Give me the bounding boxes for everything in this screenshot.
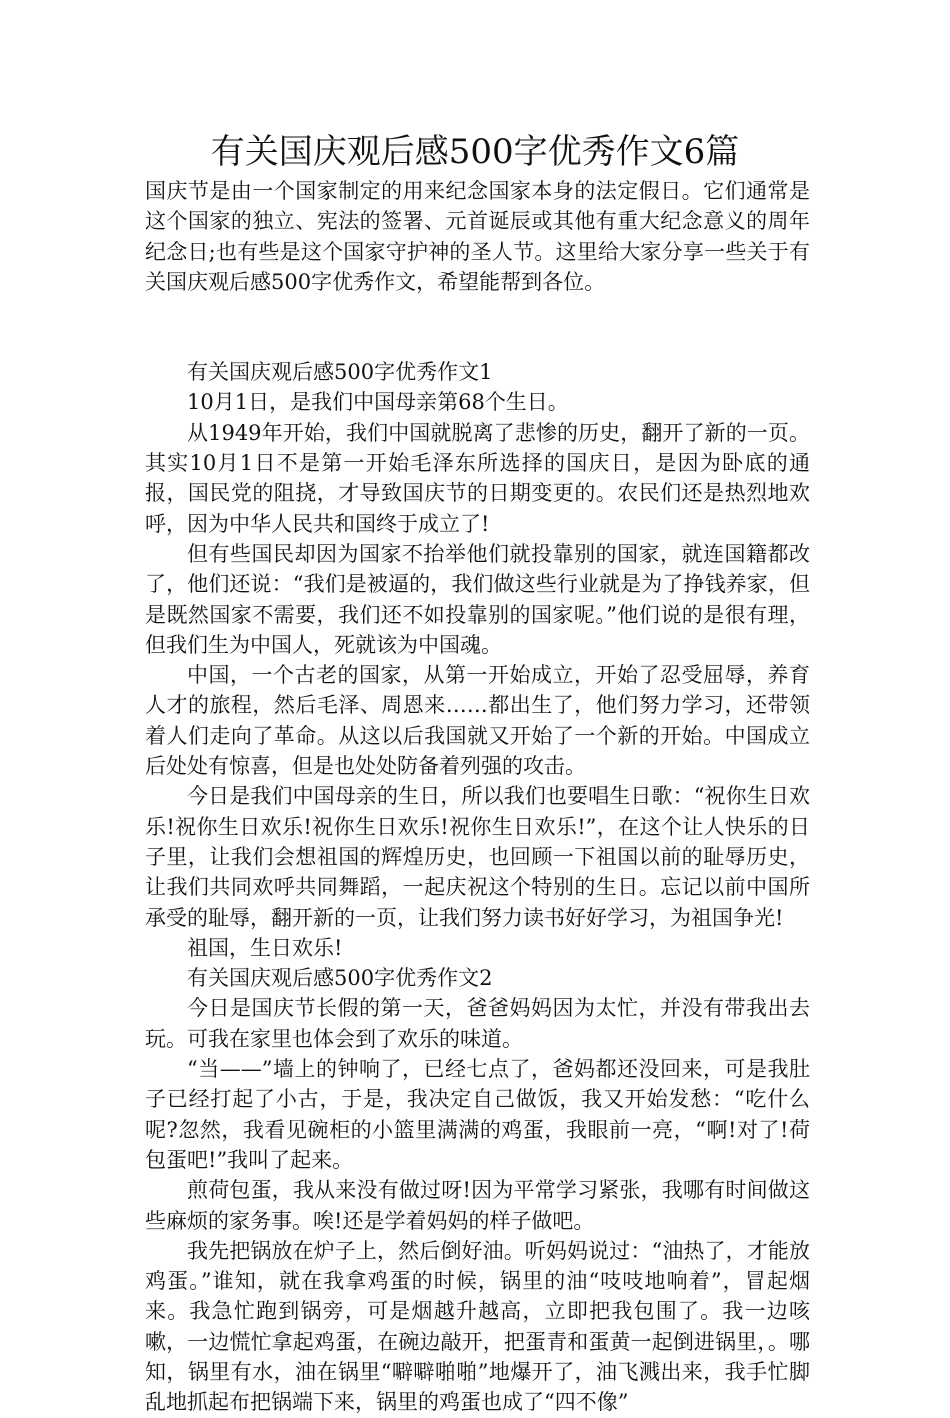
essay-1-paragraph: 今日是我们中国母亲的生日，所以我们也要唱生日歌：“祝你生日欢乐!祝你生日欢乐!祝你生日欢乐!祝你生日欢乐!”，在这个让人快乐的日子里，让我们会想祖国的辉煌历史，也回顾一下祖国以前的耻辱历史，让我们共同欢呼共同舞蹈，一起庆祝这个特别的生日。忘记以前中国所承受的耻辱，翻开新的一页，让我们努力读书好好学习，为祖国争光! (145, 784, 810, 930)
essay-1-paragraph: 祖国，生日欢乐! (187, 935, 343, 960)
section-spacer (145, 297, 810, 357)
essay-1-paragraph: 但有些国民却因为国家不抬举他们就投靠别的国家，就连国籍都改了，他们还说：“我们是被逼的，我们做这些行业就是为了挣钱养家，但是既然国家不需要，我们还不如投靠别的国家呢。”他们说的是很有理，但我们生为中国人，死就该为中国魂。 (145, 541, 810, 657)
essay-2-paragraph: 我先把锅放在炉子上，然后倒好油。听妈妈说过：“油热了，才能放鸡蛋。”谁知，就在我拿鸡蛋的时候，锅里的油“吱吱地响着”，冒起烟来。我急忙跑到锅旁，可是烟越升越高，立即把我包围了。我一边咳嗽，一边慌忙拿起鸡蛋，在碗边敲开，把蛋青和蛋黄一起倒进锅里，。哪知，锅里有水，油在锅里“噼噼啪啪”地爆开了，油飞溅出来，我手忙脚乱地抓起布把锅端下来，锅里的鸡蛋也成了“四不像” (145, 1238, 810, 1415)
document-title: 有关国庆观后感500字优秀作文6篇 (210, 132, 740, 172)
document-body (145, 176, 810, 1418)
intro-paragraph: 国庆节是由一个国家制定的用来纪念国家本身的法定假日。它们通常是这个国家的独立、宪法的签署、元首诞辰或其他有重大纪念意义的周年纪念日;也有些是这个国家守护神的圣人节。这里给大家分享一些关于有关国庆观后感500字优秀作文，希望能帮到各位。 (145, 179, 810, 294)
essay-1-heading: 有关国庆观后感500字优秀作文1 (187, 360, 493, 385)
essay-2-paragraph: 煎荷包蛋，我从来没有做过呀!因为平常学习紧张，我哪有时间做这些麻烦的家务事。唉!还是学着妈妈的样子做吧。 (145, 1178, 810, 1233)
essay-2-paragraph: 今日是国庆节长假的第一天，爸爸妈妈因为太忙，并没有带我出去玩。可我在家里也体会到了欢乐的味道。 (145, 996, 810, 1051)
essay-1-paragraph: 中国，一个古老的国家，从第一开始成立，开始了忍受屈辱，养育人才的旅程，然后毛泽、周恩来……都出生了，他们努力学习，还带领着人们走向了革命。从这以后我国就又开始了一个新的开始。中国成立后处处有惊喜，但是也处处防备着列强的攻击。 (145, 663, 810, 779)
essay-1-paragraph: 从1949年开始，我们中国就脱离了悲惨的历史，翻开了新的一页。其实10月1日不是第一开始毛泽东所选择的国庆日，是因为卧底的通报，国民党的阻挠，才导致国庆节的日期变更的。农民们还是热烈地欢呼，因为中华人民共和国终于成立了! (145, 420, 810, 536)
essay-1-paragraph: 10月1日，是我们中国母亲第68个生日。 (187, 390, 569, 415)
essay-2-heading: 有关国庆观后感500字优秀作文2 (187, 966, 493, 991)
essay-2-paragraph: “当——”墙上的钟响了，已经七点了，爸妈都还没回来，可是我肚子已经打起了小古，于是，我决定自己做饭，我又开始发愁：“吃什么呢?忽然，我看见碗柜的小篮里满满的鸡蛋，我眼前一亮，“啊!对了!荷包蛋吧!”我叫了起来。 (145, 1057, 810, 1172)
